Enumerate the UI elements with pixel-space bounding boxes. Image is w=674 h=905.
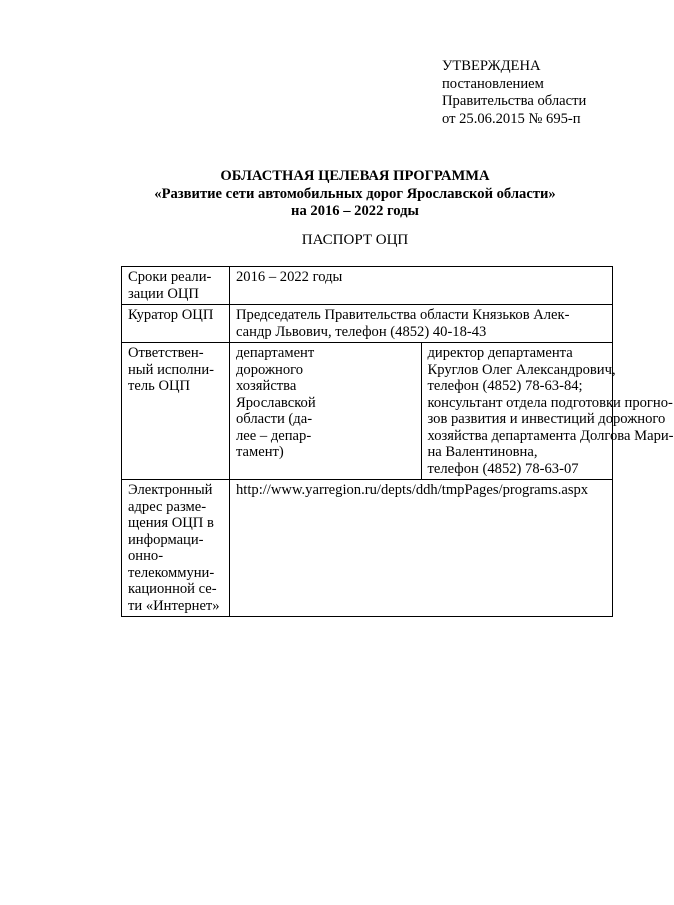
curator-value: Председатель Правительства области Князьков Алек- сандр Львович, телефон (4852) 40-18-43 [230, 305, 613, 343]
table-row-terms [122, 267, 613, 305]
passport-table [121, 266, 674, 617]
approval-block [442, 58, 586, 128]
terms-value: 2016 – 2022 годы [230, 267, 613, 305]
passport-heading: ПАСПОРТ ОЦП [301, 232, 409, 248]
program-title-line-1: ОБЛАСТНАЯ ЦЕЛЕВАЯ ПРОГРАММА [220, 168, 490, 184]
executor-contacts: директор департамента Круглов Олег Александрович, телефон (4852) 78-63-84; консультант отдела подготовки прогно- зов развития и инвестиций дорожного хозяйства департамента Долгова Мари- на Валентиновна, телефон (4852) 78-63-07 [421, 343, 613, 480]
approval-status: УТВЕРЖДЕНА [442, 58, 541, 74]
program-title-line-3: на 2016 – 2022 годы [291, 203, 419, 219]
executor-label: Ответствен- ный исполни- тель ОЦП [122, 343, 230, 480]
terms-label: Сроки реали- зации ОЦП [122, 267, 230, 305]
approval-authority: Правительства области [442, 93, 587, 109]
table-row-executor [122, 343, 613, 480]
web-address-label: Электронный адрес разме- щения ОЦП в информаци- онно- телекоммуни- кационной се- ти «Интернет» [122, 480, 230, 617]
table-row-curator [122, 305, 613, 343]
approval-decree-type: постановлением [442, 75, 544, 92]
approval-date-number: от 25.06.2015 № 695-п [442, 110, 581, 127]
program-title [60, 168, 650, 221]
curator-label: Куратор ОЦП [122, 305, 230, 343]
table-row-web-address [122, 480, 613, 617]
program-title-line-2: «Развитие сети автомобильных дорог Ярославской области» [154, 185, 556, 202]
executor-department: департамент дорожного хозяйства Ярославской области (да- лее – депар- тамент) [230, 343, 422, 480]
web-address-link[interactable]: http://www.yarregion.ru/depts/ddh/tmpPages/programs.aspx [230, 480, 613, 617]
